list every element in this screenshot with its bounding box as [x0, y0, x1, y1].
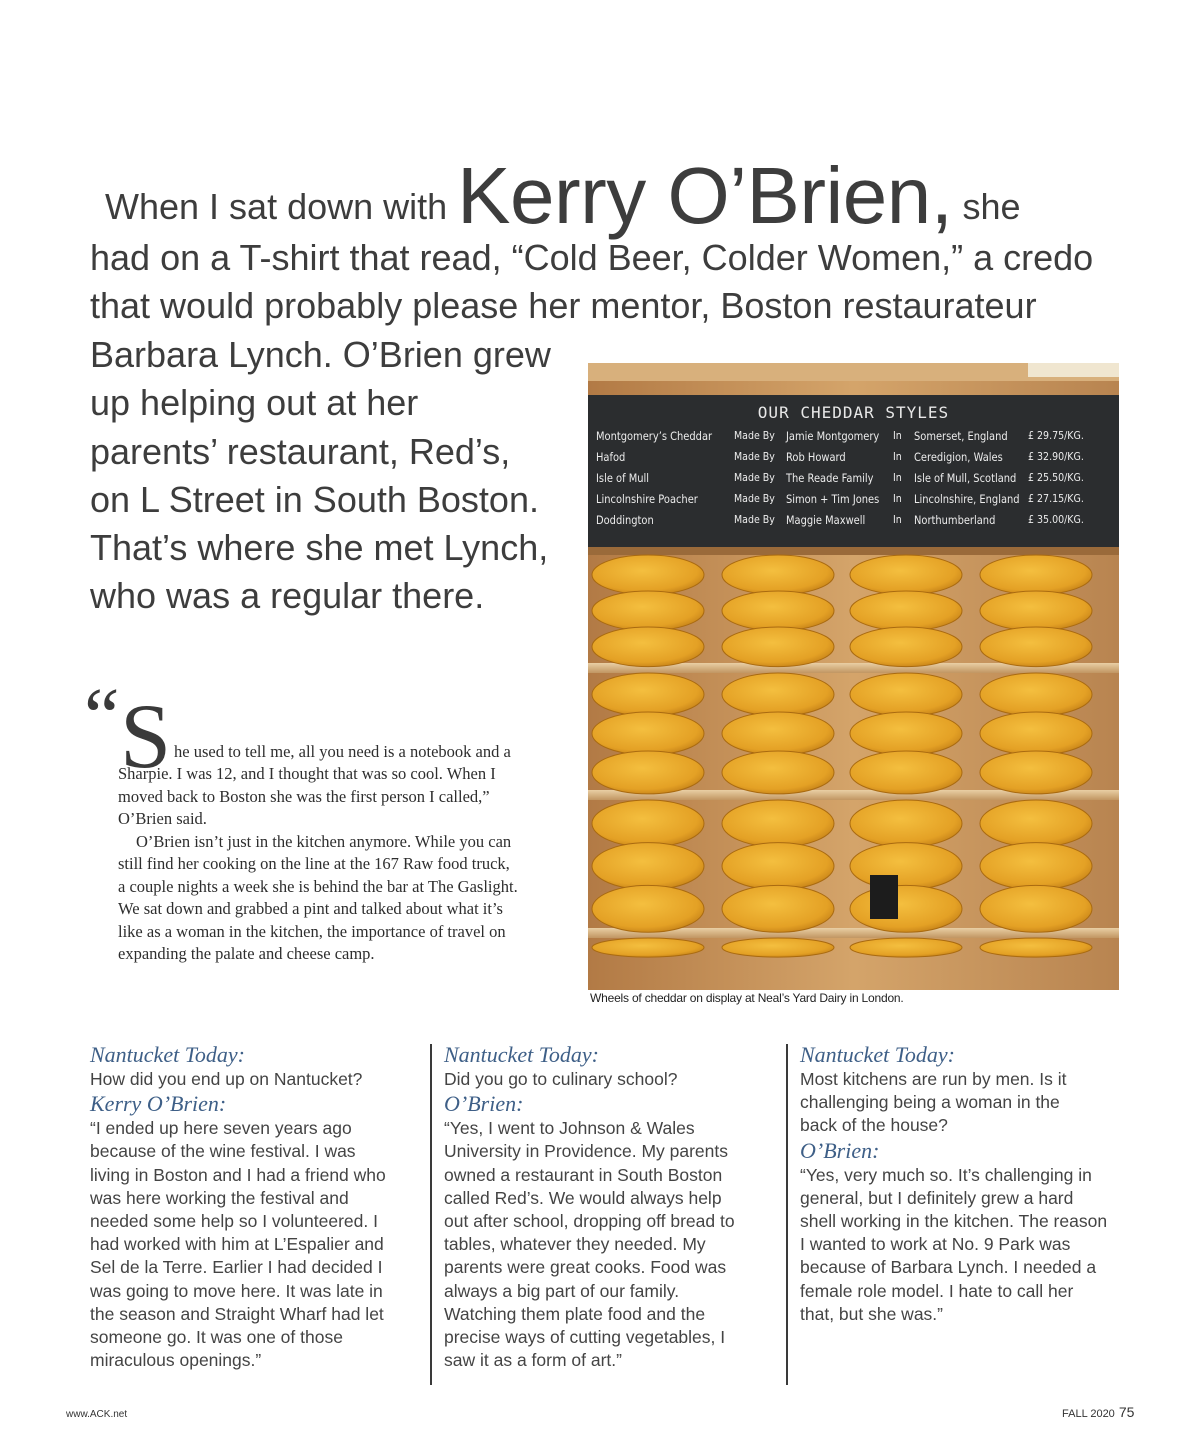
cheese-wheel — [850, 885, 962, 932]
cheese-wheel — [722, 751, 834, 794]
column-divider — [786, 1044, 788, 1385]
answer-text — [90, 1117, 386, 1372]
answer-line: female role model. I hate to call her — [800, 1280, 1074, 1301]
body-line: like as a woman in the kitchen, the importance of travel on — [118, 922, 506, 941]
answer-line: precise ways of cutting vegetables, I — [444, 1327, 726, 1348]
board-cell: Made By — [734, 471, 775, 484]
board-cell: £ 29.75/KG. — [1028, 429, 1084, 442]
cheese-wheel — [980, 751, 1092, 794]
board-cell: Maggie Maxwell — [786, 513, 866, 527]
board-cell: Rob Howard — [786, 450, 846, 464]
answer-line: needed some help so I volunteered. I — [90, 1211, 378, 1232]
board-cell: Lincolnshire Poacher — [596, 492, 698, 506]
answer-line: saw it as a form of art.” — [444, 1350, 622, 1371]
lead-line: Barbara Lynch. O’Brien grew — [90, 334, 551, 375]
board-cell: Lincolnshire, England — [914, 492, 1020, 506]
lead-line: that would probably please her mentor, Boston restaurateur — [90, 285, 1037, 326]
board-cell: The Reade Family — [786, 471, 874, 485]
answer-text — [800, 1164, 1107, 1326]
board-cell: Isle of Mull — [596, 471, 650, 485]
board-cell: In — [893, 450, 902, 463]
board-cell: In — [893, 471, 902, 484]
drop-cap: S — [120, 685, 172, 787]
cheese-wheel — [722, 800, 834, 847]
cheese-wheel — [980, 555, 1092, 595]
answer-line: “Yes, I went to Johnson & Wales — [444, 1118, 695, 1139]
board-cell: Northumberland — [914, 513, 996, 527]
lead-intro-end: she — [952, 186, 1021, 227]
answer-line: was here working the festival and — [90, 1187, 349, 1208]
cheese-wheel — [722, 712, 834, 755]
lead-intro: When I sat down with — [105, 186, 458, 227]
body-line: a couple nights a week she is behind the bar at The Gaslight. — [118, 877, 518, 896]
lead-line: who was a regular there. — [90, 575, 485, 616]
board-cell: Jamie Montgomery — [786, 429, 880, 443]
cheese-wheel — [980, 673, 1092, 716]
answer-speaker: O’Brien: — [444, 1091, 524, 1117]
interviewee-name: Kerry O’Brien, — [457, 151, 953, 240]
qa-column-1 — [90, 1042, 386, 1372]
answer-speaker: Kerry O’Brien: — [90, 1091, 227, 1117]
footer-website: www.ACK.net — [66, 1409, 128, 1420]
footer-issue — [1062, 1404, 1134, 1420]
answer-line: I wanted to work at No. 9 Park was — [800, 1234, 1071, 1255]
cheese-wheel — [980, 843, 1092, 890]
body-line: O’Brien said. — [118, 809, 207, 828]
board-cell: Simon + Tim Jones — [786, 492, 880, 506]
answer-line: always a big part of our family. — [444, 1280, 680, 1301]
photo-caption: Wheels of cheddar on display at Neal’s Yard Dairy in London. — [590, 991, 904, 1005]
question-line: How did you end up on Nantucket? — [90, 1069, 363, 1089]
lead-line: up helping out at her — [90, 382, 419, 423]
cheese-wheel — [850, 712, 962, 755]
board-cell: Somerset, England — [914, 429, 1008, 443]
lead-first-line — [105, 150, 1021, 242]
board-cell: Hafod — [596, 450, 626, 464]
cheese-wheel — [850, 627, 962, 667]
cheese-wheel — [722, 673, 834, 716]
answer-line: out after school, dropping off bread to — [444, 1211, 735, 1232]
answer-line: because of the wine festival. I was — [90, 1141, 356, 1162]
cheese-wheel — [592, 843, 704, 890]
question-line: Most kitchens are run by men. Is it — [800, 1069, 1067, 1089]
board-cell: Made By — [734, 429, 775, 442]
cheese-wheel — [722, 555, 834, 595]
board-cell: Montgomery’s Cheddar — [596, 429, 713, 443]
answer-speaker: O’Brien: — [800, 1137, 880, 1163]
cheese-wheel — [592, 938, 704, 957]
question-line: challenging being a woman in the — [800, 1092, 1060, 1113]
cheese-wheel — [850, 751, 962, 794]
answer-line: Sel de la Terre. Earlier I had decided I — [90, 1257, 383, 1278]
board-cell: £ 27.15/KG. — [1028, 492, 1084, 505]
answer-text — [444, 1117, 735, 1372]
cheese-wheel — [980, 591, 1092, 631]
cheese-wheel — [592, 591, 704, 631]
answer-line: living in Boston and I had a friend who — [90, 1164, 386, 1185]
body-line: We sat down and grabbed a pint and talked about what it’s — [118, 899, 503, 918]
cheese-wheel — [850, 673, 962, 716]
body-line: expanding the palate and cheese camp. — [118, 944, 375, 963]
cheese-wheel — [592, 555, 704, 595]
cheese-wheel — [850, 843, 962, 890]
answer-line: shell working in the kitchen. The reason — [800, 1211, 1108, 1232]
board-cell: Made By — [734, 450, 775, 463]
lead-line: That’s where she met Lynch, — [90, 527, 549, 568]
cheese-shelf-photo — [588, 363, 1119, 990]
cheese-wheel — [722, 843, 834, 890]
board-cell: £ 32.90/KG. — [1028, 450, 1084, 463]
cheese-wheel — [592, 712, 704, 755]
answer-line: was going to move here. It was late in — [90, 1280, 383, 1301]
question-line: back of the house? — [800, 1115, 948, 1136]
body-line: Sharpie. I was 12, and I thought that was so cool. When I — [118, 764, 496, 783]
answer-line: owned a restaurant in South Boston — [444, 1164, 723, 1185]
answer-line: had worked with him at L’Espalier and — [90, 1234, 384, 1255]
answer-line: “Yes, very much so. It’s challenging in — [800, 1164, 1092, 1185]
cheese-wheel — [722, 938, 834, 957]
board-cell: Isle of Mull, Scotland — [914, 471, 1017, 485]
question-text — [800, 1068, 1107, 1138]
answer-line: called Red’s. We would always help — [444, 1187, 722, 1208]
board-cell: In — [893, 513, 902, 526]
body-line: moved back to Boston she was the first person I called,” — [118, 787, 490, 806]
board-cell: £ 35.00/KG. — [1028, 513, 1084, 526]
cheese-wheel — [980, 938, 1092, 957]
board-cell: £ 25.50/KG. — [1028, 471, 1084, 484]
open-quote-mark: “ — [84, 673, 120, 761]
board-cell: Ceredigion, Wales — [914, 450, 1003, 464]
question-line: Did you go to culinary school? — [444, 1069, 678, 1089]
answer-line: tables, whatever they needed. My — [444, 1234, 706, 1255]
cheese-wheel — [980, 885, 1092, 932]
question-speaker: Nantucket Today: — [800, 1042, 955, 1067]
qa-column-2 — [444, 1042, 735, 1372]
board-cell: Made By — [734, 513, 775, 526]
answer-line: parents were great cooks. Food was — [444, 1257, 727, 1278]
answer-line: “I ended up here seven years ago — [90, 1118, 352, 1139]
answer-line: because of Barbara Lynch. I needed a — [800, 1257, 1097, 1278]
board-cell: In — [893, 429, 902, 442]
question-speaker: Nantucket Today: — [444, 1042, 599, 1067]
question-text — [90, 1068, 386, 1091]
answer-line: general, but I definitely grew a hard — [800, 1187, 1074, 1208]
price-tag — [870, 875, 898, 919]
column-divider — [430, 1044, 432, 1385]
lead-line: parents’ restaurant, Red’s, — [90, 431, 511, 472]
answer-line: someone go. It was one of those — [90, 1327, 343, 1348]
answer-line: Watching them plate food and the — [444, 1303, 706, 1324]
board-cell: Made By — [734, 492, 775, 505]
answer-line: the season and Straight Wharf had let — [90, 1303, 384, 1324]
cheese-wheel — [980, 712, 1092, 755]
cheese-wheel — [592, 627, 704, 667]
cheese-wheel — [850, 555, 962, 595]
body-line: still find her cooking on the line at the 167 Raw food truck, — [118, 854, 510, 873]
cheese-wheel — [722, 627, 834, 667]
body-line: he used to tell me, all you need is a notebook and a — [174, 742, 511, 761]
body-line: O’Brien isn’t just in the kitchen anymore. While you can — [136, 832, 512, 851]
cheese-wheel — [592, 885, 704, 932]
cheese-wheel — [980, 627, 1092, 667]
cheese-wheel — [850, 938, 962, 957]
issue-label: FALL 2020 — [1062, 1408, 1115, 1420]
qa-column-3 — [800, 1042, 1107, 1326]
question-text — [444, 1068, 735, 1091]
answer-line: University in Providence. My parents — [444, 1141, 728, 1162]
answer-line: miraculous openings.” — [90, 1350, 262, 1371]
cheese-wheel — [980, 800, 1092, 847]
cheese-wheel — [592, 673, 704, 716]
cheese-wheel — [850, 800, 962, 847]
cheese-wheel — [592, 751, 704, 794]
board-cell: Doddington — [596, 513, 654, 527]
cheese-wheel — [722, 885, 834, 932]
question-speaker: Nantucket Today: — [90, 1042, 245, 1067]
page-number: 75 — [1118, 1404, 1135, 1420]
cheese-wheel — [592, 800, 704, 847]
board-cell: In — [893, 492, 902, 505]
board-title: OUR CHEDDAR STYLES — [757, 403, 950, 422]
cheese-wheel — [850, 591, 962, 631]
answer-line: that, but she was.” — [800, 1303, 943, 1324]
cheese-wheel — [722, 591, 834, 631]
lead-line: on L Street in South Boston. — [90, 479, 539, 520]
lead-line: had on a T-shirt that read, “Cold Beer, Colder Women,” a credo — [90, 237, 1094, 278]
